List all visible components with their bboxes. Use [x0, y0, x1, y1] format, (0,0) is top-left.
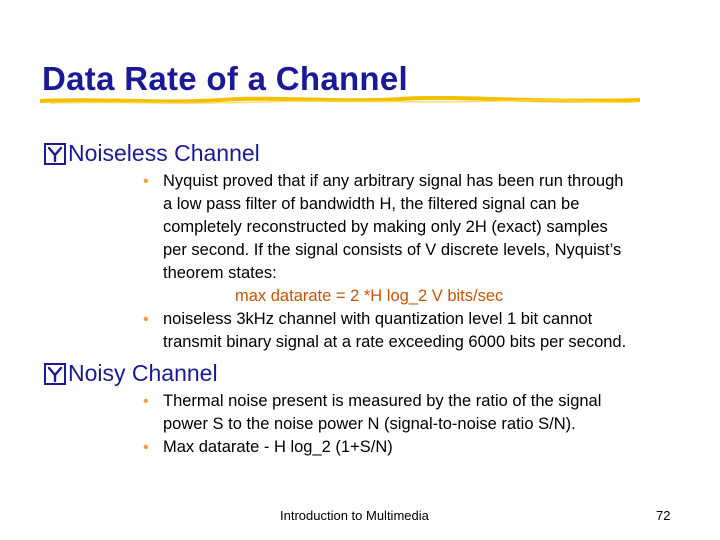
- bullet-line: noiseless 3kHz channel with quantization level 1 bit cannot: [163, 310, 593, 328]
- nyquist-formula: max datarate = 2 *H log_2 V bits/sec: [235, 287, 504, 305]
- section-heading: Noisy Channel: [68, 360, 218, 386]
- bullet-line: theorem states:: [163, 264, 277, 282]
- bullet-line: per second. If the signal consists of V discrete levels, Nyquist’s: [163, 241, 622, 259]
- bullet-dot-icon: •: [143, 439, 149, 456]
- bullet-item: [145, 436, 685, 459]
- y-bullet-icon: [44, 363, 66, 385]
- bullet-line: transmit binary signal at a rate exceeding 6000 bits per second.: [163, 333, 627, 351]
- bullet-dot-icon: •: [143, 393, 149, 410]
- bullet-line: Nyquist proved that if any arbitrary signal has been run through: [163, 172, 624, 190]
- footer-text: Introduction to Multimedia: [280, 508, 429, 523]
- noiseless-bullets: [145, 170, 685, 354]
- bullet-item: [145, 390, 685, 436]
- noisy-bullets: [145, 390, 685, 459]
- slide-title: Data Rate of a Channel: [42, 60, 409, 97]
- section-noiseless-channel: [44, 140, 260, 167]
- page-number: 72: [656, 508, 671, 523]
- bullet-line: a low pass filter of bandwidth H, the filtered signal can be: [163, 195, 580, 213]
- bullet-dot-icon: •: [143, 311, 149, 328]
- bullet-dot-icon: •: [143, 173, 149, 190]
- section-heading: Noiseless Channel: [68, 140, 260, 166]
- bullet-item: [145, 308, 685, 354]
- bullet-line: power S to the noise power N (signal-to-noise ratio S/N).: [163, 415, 576, 433]
- section-noisy-channel: [44, 360, 218, 387]
- bullet-line: Max datarate - H log_2 (1+S/N): [163, 438, 393, 456]
- title-underline: [40, 96, 640, 106]
- y-bullet-icon: [44, 143, 66, 165]
- bullet-line: Thermal noise present is measured by the ratio of the signal: [163, 392, 602, 410]
- bullet-line: completely reconstructed by making only 2H (exact) samples: [163, 218, 608, 236]
- bullet-item: [145, 170, 685, 308]
